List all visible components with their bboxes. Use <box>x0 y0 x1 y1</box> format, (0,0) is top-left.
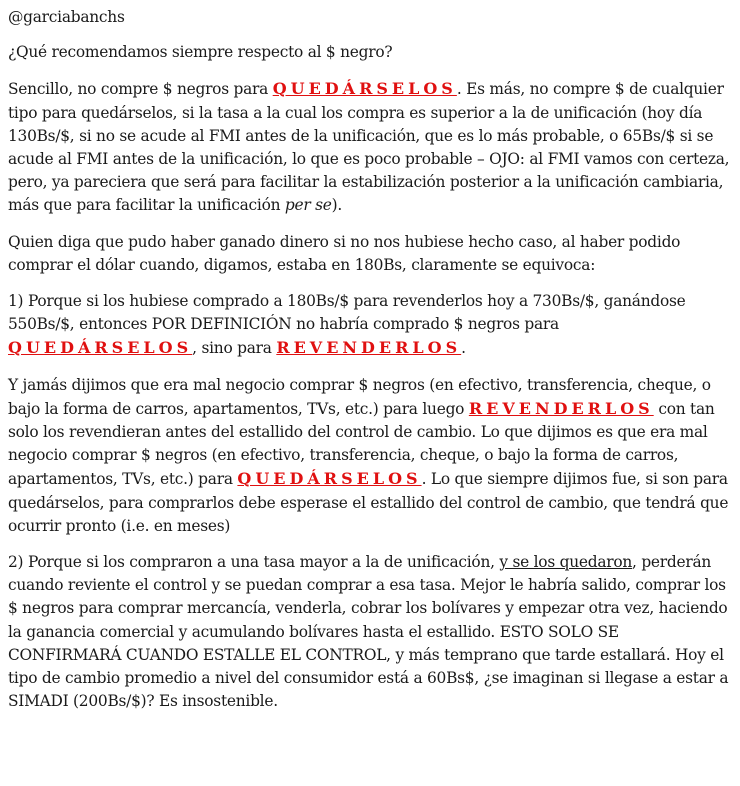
paragraph-3-text-c: . <box>461 339 466 358</box>
emphasis-revenderlos: REVENDERLOS <box>276 338 462 358</box>
paragraph-1 <box>8 77 732 217</box>
paragraph-2: Quien diga que pudo haber ganado dinero si no nos hubiese hecho caso, al haber podido comprar el dólar cuando, digamos, estaba en 180Bs, claramente se equivoca: <box>8 232 681 274</box>
emphasis-quedarselos: QUEDÁRSELOS <box>8 338 193 358</box>
paragraph-3 <box>8 290 732 361</box>
emphasis-quedarselos: QUEDÁRSELOS <box>272 79 457 99</box>
document-body <box>8 6 732 713</box>
underline-y-se-los-quedaron: y se los quedaron <box>499 553 633 572</box>
emphasis-revenderlos: REVENDERLOS <box>468 398 654 418</box>
paragraph-4 <box>8 374 732 538</box>
emphasis-quedarselos: QUEDÁRSELOS <box>237 469 422 489</box>
paragraph-5-text-b: , perderán cuando reviente el control y se puedan comprar a esa tasa. Mejor le habría salido, comprar los $ negros para comprar mercancía, venderla, cobrar los bolívares y empezar otra vez, haciendo la ganancia comercial y acumulando bolívares hasta el estallido. ESTO SOLO SE CONFIRMARÁ CUANDO ESTALLE EL CONTROL, y más temprano que tarde estallará. Hoy el tipo de cambio promedio a nivel del consumidor está a 60Bs$, ¿se imaginan si llegase a estar a SIMADI (200Bs/$)? Es insostenible. <box>8 553 729 711</box>
paragraph-4-text-b: con tan solo los revendieran antes del estallido del control de cambio. Lo que dijimos es que era mal negocio comprar $ negros (en efectivo, transferencia, cheque, o bajo la forma de carros, apartamentos, TVs, etc.) para <box>8 399 715 489</box>
paragraph-5-text-a: 2) Porque si los compraron a una tasa mayor a la de unificación, <box>8 553 500 572</box>
paragraph-1-text-a: Sencillo, no compre $ negros para <box>8 80 273 99</box>
italic-per-se: per se <box>284 196 332 215</box>
author-handle[interactable]: @garciabanchs <box>8 8 125 26</box>
paragraph-1-text-b: . Es más, no compre $ de cualquier tipo para quedárselos, si la tasa a la cual los compra es superior a la de unificación (hoy día 130Bs/$, si no se acude al FMI antes de la unificación, que es lo más probable, o 65Bs/$ si se acude al FMI antes de la unificación, lo que es poco probable – OJO: al FMI vamos con certeza, pero, ya pareciera que será para facilitar la estabilización posterior a la unificación cambiaria, más que para facilitar la unificación <box>8 80 730 215</box>
paragraph-5 <box>8 551 732 713</box>
paragraph-3-text-a: 1) Porque si los hubiese comprado a 180Bs/$ para revenderlos hoy a 730Bs/$, ganándose 550Bs/$, entonces POR DEFINICIÓN no habría comprado $ negros para <box>8 292 686 334</box>
paragraph-1-text-c: ). <box>331 196 343 215</box>
paragraph-4-text-c: . Lo que siempre dijimos fue, si son para quedárselos, para comprarlos debe esperase el estallido del control de cambio, que tendrá que ocurrir pronto (i.e. en meses) <box>8 470 729 535</box>
paragraph-3-text-b: , sino para <box>192 339 277 358</box>
paragraph-4-text-a: Y jamás dijimos que era mal negocio comprar $ negros (en efectivo, transferencia, cheque, o bajo la forma de carros, apartamentos, TVs, etc.) para luego <box>8 375 711 418</box>
question-heading: ¿Qué recomendamos siempre respecto al $ negro? <box>8 43 393 62</box>
